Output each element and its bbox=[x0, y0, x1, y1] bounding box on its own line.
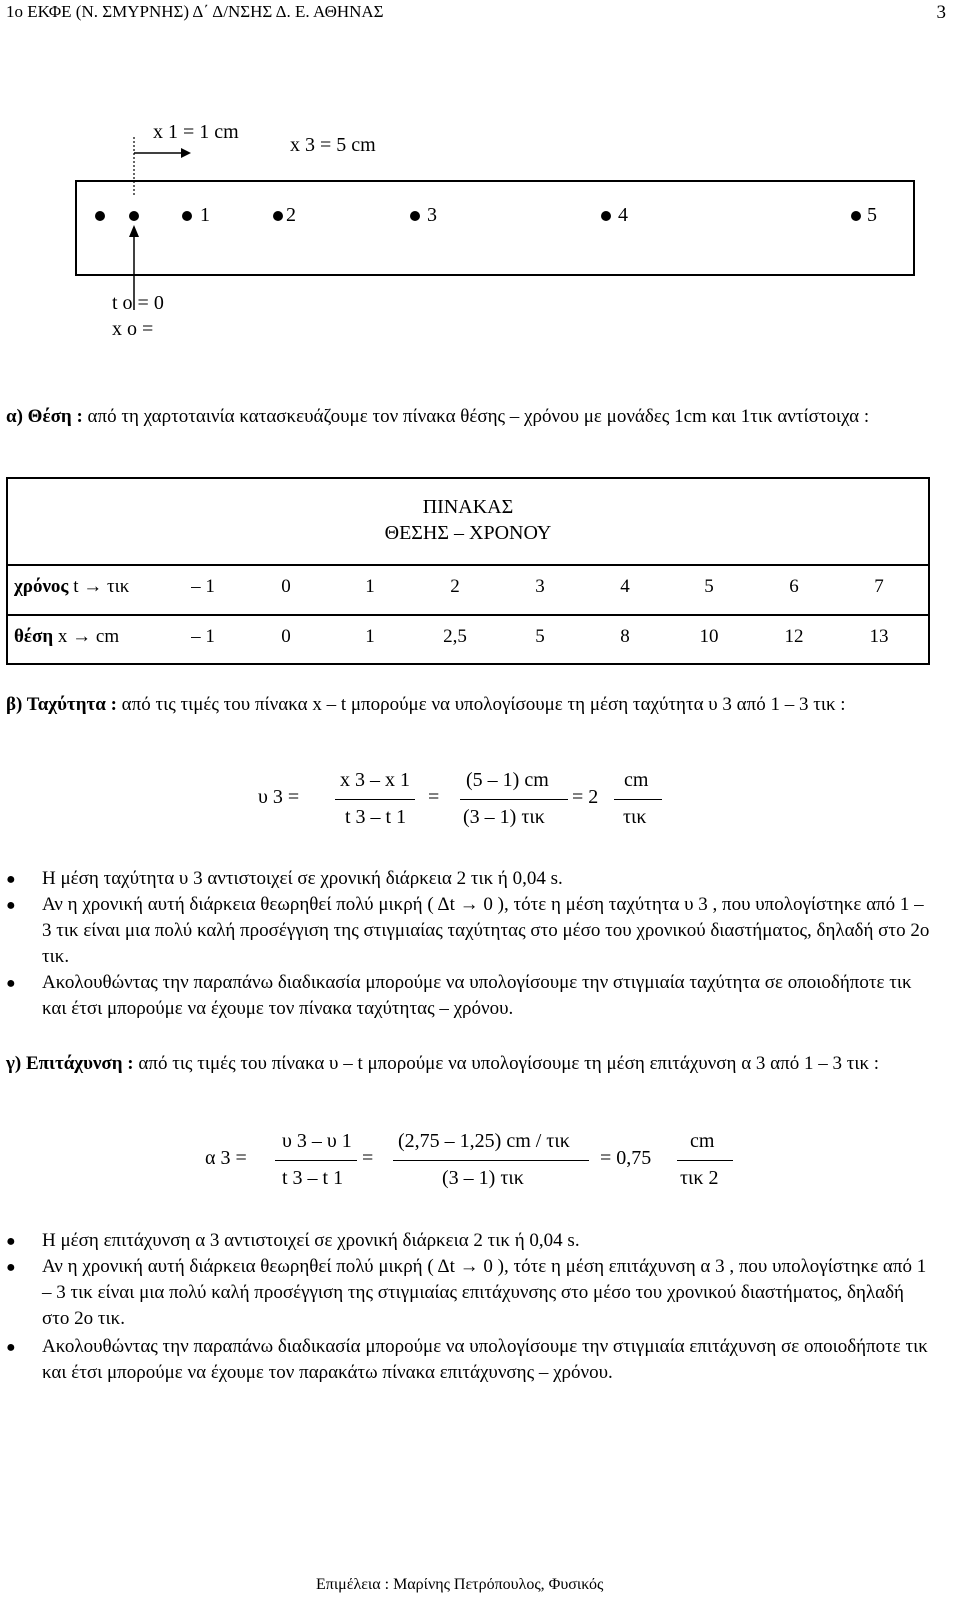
section-b-bullet-3: Ακολουθώντας την παραπάνω διαδικασία μπορούμε να υπολογίσουμε την στιγμιαία ταχύτητα σε οποιοδήποτε τικ και έτσι μπορούμε να έχουμε τον πίνακα ταχύτητας – χρόνου. bbox=[42, 972, 912, 1019]
tape-dot-1 bbox=[182, 211, 192, 221]
acceleration-den1: t 3 – t 1 bbox=[282, 1167, 344, 1189]
acceleration-fraction-bar-1 bbox=[275, 1160, 357, 1161]
table-title-line1: ΠΙΝΑΚΑΣ bbox=[422, 496, 514, 518]
tape-label-5: 5 bbox=[867, 204, 877, 226]
time-cell: 2 bbox=[450, 576, 460, 597]
table-title-line2: ΘΕΣΗΣ – ΧΡΟΝΟΥ bbox=[384, 522, 552, 544]
position-cell: 13 bbox=[869, 626, 889, 647]
time-cell: 1 bbox=[365, 576, 375, 597]
tape-label-1: 1 bbox=[200, 204, 210, 226]
velocity-lhs: υ 3 = bbox=[258, 786, 300, 808]
tape-label-4: 4 bbox=[618, 204, 628, 226]
tape-dot-5 bbox=[851, 211, 861, 221]
acceleration-fraction-bar-3 bbox=[677, 1160, 733, 1161]
acceleration-num3: cm bbox=[690, 1130, 715, 1152]
x1-label: x 1 = 1 cm bbox=[153, 121, 239, 143]
velocity-fraction-bar-3 bbox=[614, 799, 662, 800]
position-cell: 8 bbox=[620, 626, 630, 647]
document-footer: Επιμέλεια : Μαρίνης Πετρόπουλος, Φυσικός bbox=[316, 1576, 604, 1593]
section-a-heading: α) Θέση : bbox=[6, 406, 83, 427]
table-row1-label: χρόνος t → τικ bbox=[14, 576, 130, 597]
tape-dot-2 bbox=[273, 211, 283, 221]
tape-dot-3 bbox=[410, 211, 420, 221]
bullet-icon: ● bbox=[6, 1339, 16, 1356]
position-cell: 12 bbox=[784, 626, 804, 647]
time-cell: 7 bbox=[874, 576, 884, 597]
velocity-eq3: = 2 bbox=[572, 786, 599, 808]
velocity-den1: t 3 – t 1 bbox=[345, 806, 407, 828]
section-b-paragraph bbox=[6, 691, 930, 719]
section-c-bullet-2: Αν η χρονική αυτή διάρκεια θεωρηθεί πολύ μικρή ( Δt → 0 ), τότε η μέση επιτάχυνση α 3 , που υπολογίστηκε από 1 – 3 τικ είναι μια πολύ καλή προσέγγιση της στιγμιαίας επιτάχυνσης στο μέσο του χρονικού διαστήματος, δηλαδή στο 2ο τικ. bbox=[42, 1256, 927, 1329]
tape-label-2: 2 bbox=[286, 204, 296, 226]
x3-label: x 3 = 5 cm bbox=[290, 134, 376, 156]
bullet-icon: ● bbox=[6, 871, 16, 888]
position-cell: 10 bbox=[699, 626, 719, 647]
section-c-text: από τις τιμές του πίνακα υ – t μπορούμε να υπολογίσουμε τη μέση επιτάχυνση α 3 από 1 – 3 τικ : bbox=[138, 1053, 880, 1074]
velocity-fraction-bar-2 bbox=[460, 799, 568, 800]
x0-label: x o = bbox=[112, 318, 154, 340]
section-c-bullet-3: Ακολουθώντας την παραπάνω διαδικασία μπορούμε να υπολογίσουμε την στιγμιαία επιτάχυνση σε οποιοδήποτε τικ και έτσι μπορούμε να έχουμε τον παρακάτω πίνακα επιτάχυνσης – χρόνου. bbox=[42, 1336, 928, 1383]
position-time-table bbox=[6, 477, 930, 665]
position-cell: 0 bbox=[281, 626, 291, 647]
t0-label: t o = 0 bbox=[112, 292, 164, 314]
tape-dot-b bbox=[129, 211, 139, 221]
section-b-bullet-1: Η μέση ταχύτητα υ 3 αντιστοιχεί σε χρονική διάρκεια 2 τικ ή 0,04 s. bbox=[42, 868, 563, 889]
acceleration-den3: τικ 2 bbox=[680, 1167, 719, 1189]
section-a-text: από τη χαρτοταινία κατασκευάζουμε τον πίνακα θέσης – χρόνου με μονάδες 1cm και 1τικ αντίστοιχα : bbox=[87, 406, 870, 427]
section-a-paragraph bbox=[6, 403, 930, 431]
velocity-num1: x 3 – x 1 bbox=[340, 769, 410, 791]
time-cell: – 1 bbox=[191, 576, 215, 597]
bullet-icon: ● bbox=[6, 1233, 16, 1250]
section-c-heading: γ) Επιτάχυνση : bbox=[6, 1053, 134, 1074]
table-divider-1 bbox=[8, 564, 928, 566]
acceleration-num2: (2,75 – 1,25) cm / τικ bbox=[398, 1130, 570, 1152]
time-cell: 3 bbox=[535, 576, 545, 597]
table-row1-label-rest: t → τικ bbox=[73, 576, 130, 597]
time-cell: 6 bbox=[789, 576, 799, 597]
page-number: 3 bbox=[936, 2, 946, 23]
position-cell: 1 bbox=[365, 626, 375, 647]
acceleration-eq2: = bbox=[362, 1147, 374, 1169]
acceleration-lhs: α 3 = bbox=[205, 1147, 247, 1169]
velocity-num3: cm bbox=[624, 769, 649, 791]
bullet-icon: ● bbox=[6, 1259, 16, 1276]
section-c-paragraph bbox=[6, 1050, 930, 1078]
document-header: 1ο ΕΚΦΕ (Ν. ΣΜΥΡΝΗΣ) Δ΄ Δ/ΝΣΗΣ Δ. Ε. ΑΘΗΝΑΣ bbox=[6, 2, 384, 21]
bullet-icon: ● bbox=[6, 975, 16, 992]
tape-dot-4 bbox=[601, 211, 611, 221]
velocity-den3: τικ bbox=[623, 806, 647, 828]
section-b-text: από τις τιμές του πίνακα x – t μπορούμε να υπολογίσουμε τη μέση ταχύτητα υ 3 από 1 – 3 τικ : bbox=[121, 694, 846, 715]
bullet-icon: ● bbox=[6, 897, 16, 914]
acceleration-den2: (3 – 1) τικ bbox=[442, 1167, 524, 1189]
velocity-den2: (3 – 1) τικ bbox=[463, 806, 545, 828]
position-cell: 2,5 bbox=[443, 626, 467, 647]
time-cell: 5 bbox=[704, 576, 714, 597]
velocity-fraction-bar-1 bbox=[335, 799, 415, 800]
ticker-tape bbox=[75, 180, 915, 276]
table-row2-label: θέση x → cm bbox=[14, 626, 120, 647]
velocity-eq2: = bbox=[428, 786, 440, 808]
section-c-bullet-1: Η μέση επιτάχυνση α 3 αντιστοιχεί σε χρονική διάρκεια 2 τικ ή 0,04 s. bbox=[42, 1230, 580, 1251]
tape-label-3: 3 bbox=[427, 204, 437, 226]
acceleration-fraction-bar-2 bbox=[393, 1160, 589, 1161]
position-cell: 5 bbox=[535, 626, 545, 647]
section-b-bullet-2: Αν η χρονική αυτή διάρκεια θεωρηθεί πολύ μικρή ( Δt → 0 ), τότε η μέση ταχύτητα υ 3 , που υπολογίστηκε από 1 – 3 τικ είναι μια πολύ καλή προσέγγιση της στιγμιαίας ταχύτητας στο μέσο του χρονικού διαστήματος, δηλαδή στο 2ο τικ. bbox=[42, 894, 930, 967]
tape-dot-a bbox=[95, 211, 105, 221]
velocity-num2: (5 – 1) cm bbox=[466, 769, 549, 791]
table-divider-2 bbox=[8, 614, 928, 616]
position-cell: – 1 bbox=[191, 626, 215, 647]
time-cell: 0 bbox=[281, 576, 291, 597]
table-row2-label-rest: x → cm bbox=[57, 626, 120, 647]
section-b-heading: β) Ταχύτητα : bbox=[6, 694, 117, 715]
time-cell: 4 bbox=[620, 576, 630, 597]
acceleration-eq3: = 0,75 bbox=[600, 1147, 652, 1169]
acceleration-num1: υ 3 – υ 1 bbox=[282, 1130, 352, 1152]
